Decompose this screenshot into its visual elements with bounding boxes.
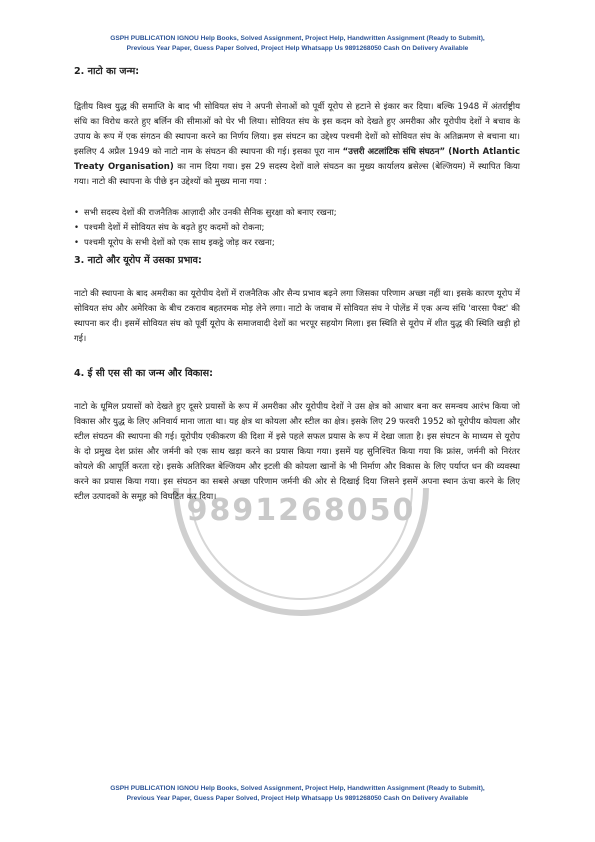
section-2-heading: 2. नाटो का जन्म:: [74, 66, 140, 77]
list-item: • पश्चमी यूरोप के सभी देशों को एक साथ इकट्ठे जोड़ कर रखना;: [74, 236, 520, 251]
footer-line-2: Previous Year Paper, Guess Paper Solved, Project Help Whatsapp Us 9891268050 Cash On Delivery Available: [126, 795, 469, 802]
header-line-1: GSPH PUBLICATION IGNOU Help Books, Solved Assignment, Project Help, Handwritten Assignment (Ready to Submit),: [110, 35, 485, 42]
bullet-icon: •: [74, 238, 80, 248]
page-footer: [40, 784, 555, 804]
section-3-heading: 3. नाटो और यूरोप में उसका प्रभाव:: [74, 255, 202, 266]
list-item: • सभी सदस्य देशों की राजनैतिक आज़ादी और उनकी सैनिक सुरक्षा को बनाए रखना;: [74, 206, 520, 221]
section-4-heading: 4. ई सी एस सी का जन्म और विकास:: [74, 368, 213, 379]
svg-text:9891268050: 9891268050: [186, 493, 416, 528]
section-3-paragraph: नाटो की स्थापना के बाद अमरीका का यूरोपीय देशों में राजनैतिक और सैन्य प्रभाव बढ़ने लगा जिसका परिणाम अच्छा नहीं था। इसके कारण यूरोप में सोवियत संघ और अमेरिका के बीच टकराव बहतरमक मोड़ लेने लगा। नाटो के जवाब में सोवियत संघ ने पोलेंड में एक अन्य संधि 'वारसा पैक्ट' की स्थापना कर दी। इसमें सोवियत संघ को पूर्वी यूरोप के समाजवादी देशों का भरपूर सहयोग मिला। इस स्थिति से यूरोप में शीत युद्ध की स्थिति खड़ी हो गई।: [74, 289, 520, 344]
page-header: [40, 34, 555, 54]
section-2-objectives-list: [74, 206, 520, 251]
section-2-text-b: का नाम दिया गया। इस 29 सदस्य देशों वाले संघठन का मुख्य कार्यालय ब्रसेल्स (बेल्जियम) में स्थापित किया गया। नाटो की स्थापना के पीछे इन उद्देश्यों को मुख्य माना गया :: [74, 162, 520, 187]
section-4-paragraph: नाटो के धूमिल प्रयासों को देखते हुए दूसरे प्रयासों के रूप में अमरीका और यूरोपीय देशों ने उस क्षेत्र को आधार बना कर समन्वय आरंभ किया जो विकास और युद्ध के लिए अनिवार्य माना जाता था। यह क्षेत्र था कोयला और स्टील का क्षेत्र। इसके लिए 29 फरवरी 1952 को यूरोपीय कोयला और स्टील संघठन की स्थापना की गई। यूरोपीय एकीकरण की दिशा में इसे पहले सफल प्रयास के रूप में देखा जाता है। इस संघटन के माध्यम से यूरोप के दो प्रमुख देश फ्रांस और जर्मनी को एक साथ खड़ा करने का प्रयास किया गया। इसमें यह सुनिश्चित किया गया कि फ्रांस, जर्मनी को निरंतर कोयले की आपूर्ति करता रहे। इसके अतिरिक्त बेल्जियम और इटली की कोयला खानों के भी निर्माण और विकास के लिए पर्याप्त धन की व्यवस्था करने का प्रयास किया गया। इस संघठन का सबसे अच्छा परिणाम जर्मनी की ओर से दिखाई दिया जिसने इसमें अपना स्थान ऊंचा करने के लिए स्टील उत्पादकों के समूह को विघटित कर दिया।: [74, 402, 520, 502]
list-item: • पश्चमी देशों में सोवियत संघ के बढ़ते हुए कदमों को रोकना;: [74, 221, 520, 236]
section-2-text-a: द्वितीय विश्व युद्ध की समाप्ति के बाद भी सोवियत संघ ने अपनी सेनाओं को पूर्वी यूरोप से हटाने से इंकार कर दिया। बल्कि 1948 में अंतर्राष्ट्रीय संधि का विरोध करते हुए बर्लिन की सीमाओं को घेर भी लिया। सोवियत संघ के इस कदम को देखते हुए अमरीका और यूरोपीय देशों ने बचाव के उपाय के रूप में एक संगठन की स्थापना करने का निर्णय लिया। इस संघटन का उद्देश्य पश्चमी देशों को सोवियत संघ के अतिक्रमण से बचाना था। इसलिए 4 अप्रैल 1949 को नाटो नाम के संघठन की स्थापना की गई। इसका पूरा नाम: [74, 102, 520, 157]
header-line-2: Previous Year Paper, Guess Paper Solved, Project Help Whatsapp Us 9891268050 Cash On Delivery Available: [126, 45, 469, 52]
section-2-paragraph: [74, 100, 520, 190]
footer-line-1: GSPH PUBLICATION IGNOU Help Books, Solved Assignment, Project Help, Handwritten Assignment (Ready to Submit),: [110, 785, 485, 792]
section-2-full-name: “उत्तरी अटलांटिक संधि संघठन” (North Atlantic Treaty Organisation): [74, 147, 520, 172]
page-content: [74, 64, 520, 505]
bullet-icon: •: [74, 223, 80, 233]
bullet-icon: •: [74, 208, 80, 218]
